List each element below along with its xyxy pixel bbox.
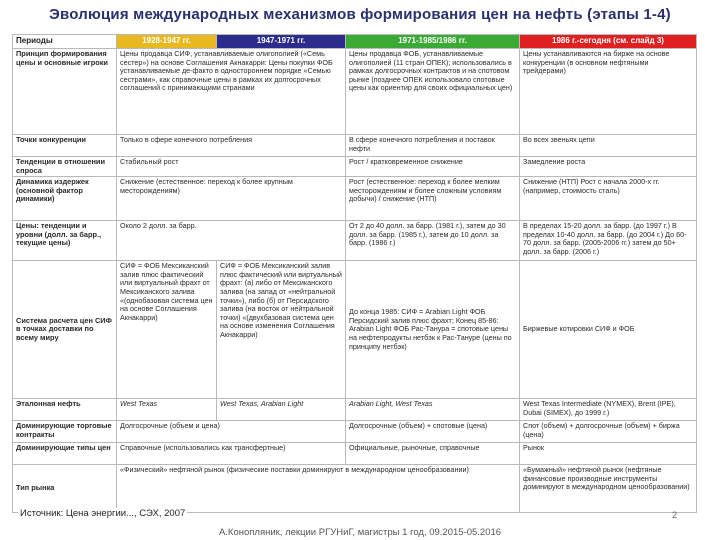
table-cell: Цены продавца ФОБ, устанавливаемые олигополией (11 стран ОПЕК); использовались в рамках долгосрочных контрактов и на спотовом рынке (позднее ОПЕК использовало спотовые цены как ориентир для своих официальных цен) xyxy=(346,49,520,135)
header-periods: Периоды xyxy=(13,35,117,49)
oil-pricing-table xyxy=(12,34,697,513)
source-note: Источник: Цена энергии..., СЭХ, 2007 xyxy=(20,508,186,519)
table-cell: Цены устанавливаются на бирже на основе конкуренции (в основном нефтяными трейдерами) xyxy=(520,49,697,135)
table-cell: Долгосрочные (объем) + спотовые (цена) xyxy=(346,421,520,443)
table-cell: Рост / кратковременное снижение xyxy=(346,157,520,177)
table-row xyxy=(13,443,697,465)
table-row xyxy=(13,157,697,177)
slide-title: Эволюция международных механизмов формирования цен на нефть (этапы 1-4) xyxy=(49,6,671,23)
table-cell: «Бумажный» нефтяной рынок (нефтяные финансовые производные инструменты доминируют в международном ценообразовании) xyxy=(520,465,697,513)
table-cell: Рынок xyxy=(520,443,697,465)
table-cell: В пределах 15-20 долл. за барр. (до 1997 г.) В пределах 10-40 долл. за барр. (до 2004 г.) До 60-70 долл. за барр. (2005-2006 гг.) затем до 50+ долл. за барр. (2006 г.) xyxy=(520,221,697,261)
table-cell: Замедление роста xyxy=(520,157,697,177)
row-label: Доминирующие торговые контракты xyxy=(13,421,117,443)
table-cell: До конца 1985: СИФ = Arabian Light ФОБ Персидский залив плюс фрахт; Конец 85-86: Arabian Light ФОБ Рас-Танура = спотовые цены на нефтепродукты нетбэк к Рас-Тануре (цены по принципу нетбэк) xyxy=(346,261,520,399)
table-cell: СИФ = ФОБ Мексиканский залив плюс фактический или виртуальный фрахт: (а) либо от Мексиканского залива (на запад от «нейтральной точки»), либо (б) от Персидского залива (на восток от нейтральной точки) «(двухбазовая система цен на основе изменения Соглашения Акнакарри) xyxy=(217,261,346,399)
table-cell: Справочные (использовались как трансфертные) xyxy=(117,443,346,465)
table-cell: Arabian Light, West Texas xyxy=(346,399,520,421)
row-label: Доминирующие типы цен xyxy=(13,443,117,465)
table-cell: West Texas Intermediate (NYMEX), Brent (IPE), Dubai (SIMEX), до 1999 г.) xyxy=(520,399,697,421)
table-row xyxy=(13,465,697,513)
table-cell: Только в сфере конечного потребления xyxy=(117,135,346,157)
row-label: Цены: тенденции и уровни (долл. за барр., текущие цены) xyxy=(13,221,117,261)
row-label: Тип рынка xyxy=(13,465,117,513)
table-cell: «Физический» нефтяной рынок (физические поставки доминируют в международном ценообразовании) xyxy=(117,465,520,513)
footer-credit: А.Конопляник, лекции РГУНиГ, магистры 1 год, 09.2015-05.2016 xyxy=(218,527,502,538)
table-cell: West Texas xyxy=(117,399,217,421)
table-cell: Долгосрочные (объем и цена) xyxy=(117,421,346,443)
table-cell: СИФ = ФОБ Мексиканский залив плюс фактический или виртуальный фрахт от Мексиканского залива «(однобазовая система цен на основе Соглашения Акнакарри) xyxy=(117,261,217,399)
table-cell: Рост (естественное: переход к более мелким месторождениям и более сложным условиям добычи) / снижение (НТП) xyxy=(346,177,520,221)
table-cell: В сфере конечного потребления и поставок нефти xyxy=(346,135,520,157)
table-row xyxy=(13,135,697,157)
row-label: Эталонная нефть xyxy=(13,399,117,421)
table-row xyxy=(13,421,697,443)
table-cell: Официальные, рыночные, справочные xyxy=(346,443,520,465)
table-cell: Около 2 долл. за барр. xyxy=(117,221,346,261)
table-cell: West Texas, Arabian Light xyxy=(217,399,346,421)
table-row xyxy=(13,221,697,261)
table-row xyxy=(13,399,697,421)
header-period-4: 1986 г.-сегодня (см. слайд 3) xyxy=(520,35,697,49)
row-label: Система расчета цен СИФ в точках доставки по всему миру xyxy=(13,261,117,399)
table-row xyxy=(13,261,697,399)
table-row xyxy=(13,177,697,221)
table-row xyxy=(13,49,697,135)
row-label: Точки конкуренции xyxy=(13,135,117,157)
table-cell: От 2 до 40 долл. за барр. (1981 г.), затем до 30 долл. за барр. (1985 г.), затем до 10 долл. за барр. (1986 г.) xyxy=(346,221,520,261)
header-period-3: 1971-1985/1986 гг. xyxy=(346,35,520,49)
table-cell: Снижение (НТП) Рост с начала 2000-х гг. (например, стоимость сталь) xyxy=(520,177,697,221)
row-label: Динамика издержек (основной фактор динамики) xyxy=(13,177,117,221)
page-number: 2 xyxy=(672,510,678,520)
table-cell: Снижение (естественное: переход к более крупным месторождениям) xyxy=(117,177,346,221)
row-label: Тенденции в отношении спроса xyxy=(13,157,117,177)
table-cell: Стабильный рост xyxy=(117,157,346,177)
table-cell: Биржевые котировки СИФ и ФОБ xyxy=(520,261,697,399)
table-cell: Во всех звеньях цепи xyxy=(520,135,697,157)
table-cell: Цены продавца СИФ, устанавливаемые олигополией («Семь сестер») на основе Соглашения Акнакарри: Цены покупки ФОБ устанавливаемые де-факто в одностороннем порядке «Семью сестрами», как справочные цены в рамках их долгосрочных соглашений с принимающими странами xyxy=(117,49,346,135)
header-period-2: 1947-1971 гг. xyxy=(217,35,346,49)
row-label: Принцип формирования цены и основные игроки xyxy=(13,49,117,135)
table-cell: Спот (объем) + долгосрочные (объем) + биржа (цена) xyxy=(520,421,697,443)
header-period-1: 1928-1947 гг. xyxy=(117,35,217,49)
